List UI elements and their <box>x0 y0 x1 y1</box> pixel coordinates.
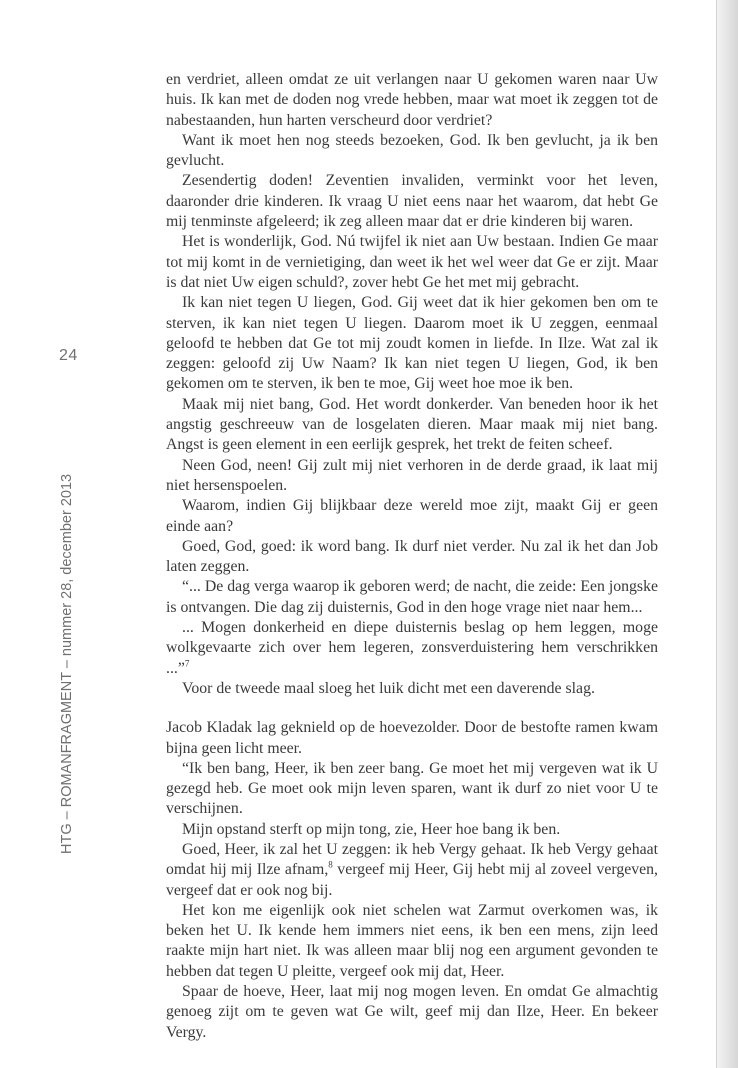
paragraph-text: Goed, Heer, ik zal het U zeggen: ik heb Vergy gehaat. Ik heb Vergy gehaat omdat hij mij Ilze afnam, <box>166 840 658 879</box>
page-number: 24 <box>59 347 78 364</box>
body-text <box>166 70 658 1043</box>
paragraph-text-continued: vergeef mij Heer, Gij hebt mij al zoveel vergeven, vergeef dat er ook nog bij. <box>166 861 658 899</box>
paragraph: Zesendertig doden! Zeventien invaliden, verminkt voor het leven, daaronder drie kinderen. Ik vraag U niet eens naar het waarom, dat hebt Ge mij tenminste afgeleerd; ik zeg alleen maar dat er drie kinderen bij waren. <box>166 172 658 231</box>
section-start-paragraph: Jacob Kladak lag geknield op de hoevezolder. Door de bestofte ramen kwam bijna geen licht meer. <box>166 719 658 757</box>
footnote-marker: 7 <box>184 658 190 669</box>
paragraph <box>166 840 658 901</box>
paragraph: Neen God, neen! Gij zult mij niet verhoren in de derde graad, ik laat mij niet hersenspoelen. <box>166 456 658 494</box>
paragraph: en verdriet, alleen omdat ze uit verlangen naar U gekomen waren naar Uw huis. Ik kan met de doden nog vrede hebben, maar wat moet ik zeggen tot de nabestaanden, hun harten verscheurd door verdriet? <box>166 71 658 129</box>
paragraph: Goed, God, goed: ik word bang. Ik durf niet verder. Nu zal ik het dan Job laten zeggen. <box>166 537 658 576</box>
paragraph: Het is wonderlijk, God. Nú twijfel ik niet aan Uw bestaan. Indien Ge maar tot mij komt in de vernietiging, dan weet ik het wel weer dat Ge er zijt. Maar is dat niet Uw eigen schuld?, zover hebt Ge het met mij gebracht. <box>166 233 658 291</box>
quote-paragraph <box>166 618 658 679</box>
paragraph: Ik kan niet tegen U liegen, God. Gij weet dat ik hier gekomen ben om te sterven, ik kan niet tegen U liegen. Daarom moet ik U zeggen, eenmaal geloofd te hebben dat Ge tot mij zoudt komen in liefde. In Ilze. Wat zal ik zeggen: geloofd zij Uw Naam? Ik kan niet tegen U liegen, God, ik ben gekomen om te sterven, ik ben te moe, Gij weet hoe moe ik ben. <box>166 294 658 393</box>
paragraph: Mijn opstand sterft op mijn tong, zie, Heer hoe bang ik ben. <box>182 820 561 838</box>
paragraph: “Ik ben bang, Heer, ik ben zeer bang. Ge moet het mij vergeven wat ik U gezegd heb. Ge moet ook mijn leven sparen, want ik durf zo niet voor U te verschijnen. <box>166 759 658 818</box>
paragraph: Voor de tweede maal sloeg het luik dicht met een daverende slag. <box>182 679 595 697</box>
paragraph: Waarom, indien Gij blijkbaar deze wereld moe zijt, maakt Gij er geen einde aan? <box>166 497 658 535</box>
paragraph: Want ik moet hen nog steeds bezoeken, God. Ik ben gevlucht, ja ik ben gevlucht. <box>166 131 658 170</box>
footnote-marker: 8 <box>328 860 333 871</box>
page-edge-shadow <box>716 0 738 1068</box>
page-edge-line <box>716 0 717 1068</box>
paragraph: Maak mij niet bang, God. Het wordt donkerder. Van beneden hoor ik het angstig geschreeuw van de losgelaten dieren. Maar maak mij niet bang. Angst is geen element in een eerlijk gesprek, het trekt de feiten scheef. <box>166 395 658 454</box>
quote-paragraph: “... De dag verga waarop ik geboren werd; de nacht, die zeide: Een jongske is ontvangen. Die dag zij duisternis, God in den hoge vrage niet naar hem... <box>166 578 658 616</box>
quote-text: ... Mogen donkerheid en diepe duisternis beslag op hem leggen, moge wolkgevaarte zich over hem legeren, zonsverduistering hem verschrikken ...” <box>166 619 658 677</box>
paragraph: Spaar de hoeve, Heer, laat mij nog mogen leven. En omdat Ge almachtig genoeg zijt om te geven wat Ge wilt, geef mij dan Ilze, Heer. En bekeer Vergy. <box>166 983 658 1041</box>
running-head: HTG – ROMANFRAGMENT – nummer 28, december 2013 <box>59 473 75 854</box>
paragraph: Het kon me eigenlijk ook niet schelen wat Zarmut overkomen was, ik beken het U. Ik kende hem immers niet eens, ik ben een mens, zijn leed raakte mijn hart niet. Ik was alleen maar blij nog een argument gevonden te hebben dat tegen U pleitte, vergeef ook mij dat, Heer. <box>166 901 658 980</box>
